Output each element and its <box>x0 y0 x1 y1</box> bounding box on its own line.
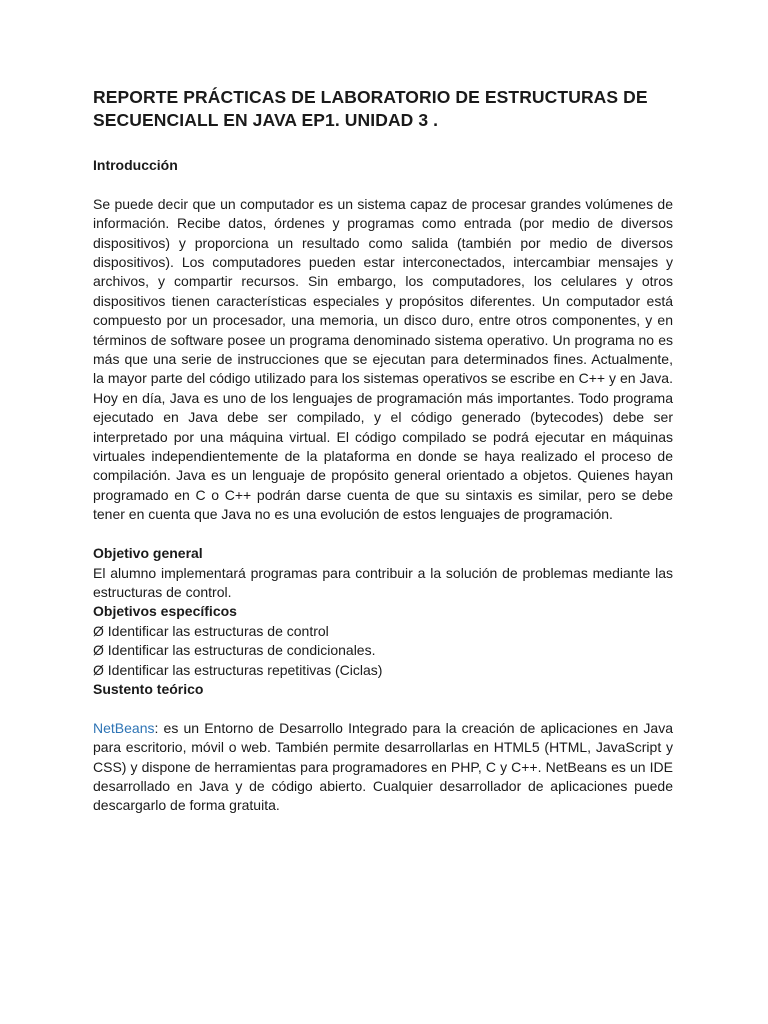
list-item: Ø Identificar las estructuras repetitivas (Ciclas) <box>93 661 383 678</box>
intro-heading: Introducción <box>93 157 178 173</box>
general-objective-heading: Objetivo general <box>93 545 203 562</box>
specific-objectives-list <box>93 622 673 680</box>
specific-objectives-heading: Objetivos específicos <box>93 603 237 620</box>
document-title: REPORTE PRÁCTICAS DE LABORATORIO DE ESTRUCTURAS DE SECUENCIALL EN JAVA EP1. UNIDAD 3 . <box>93 87 648 130</box>
theory-paragraph <box>93 719 673 816</box>
intro-paragraph: Se puede decir que un computador es un sistema capaz de procesar grandes volúmenes de información. Recibe datos, órdenes y programas como entrada (por medio de diversos dispositivos) y proporciona un resultado como salida (también por medio de diversos dispositivos). Los computadores pueden estar interconectados, intercambiar mensajes y archivos, y compartir recursos. Sin embargo, los computadores, los celulares y otros dispositivos tienen características especiales y propósitos diferentes. Un computador está compuesto por un procesador, una memoria, un disco duro, entre otros componentes, y en términos de software posee un programa denominado sistema operativo. Un programa no es más que una serie de instrucciones que se ejecutan para determinados fines. Actualmente, la mayor parte del código utilizado para los sistemas operativos se escribe en C++ y en Java. Hoy en día, Java es uno de los lenguajes de programación más importantes. Todo programa ejecutado en Java debe ser compilado, y el código generado (bytecodes) debe ser interpretado por una máquina virtual. El código compilado se podrá ejecutar en máquinas virtuales independientemente de la plataforma en donde se haya realizado el proceso de compilación. Java es un lenguaje de propósito general orientado a objetos. Quienes hayan programado en C o C++ podrán darse cuenta de que su sintaxis es similar, pero se debe tener en cuenta que Java no es una evolución de estos lenguajes de programación. <box>93 195 673 523</box>
document-page <box>93 86 673 816</box>
theory-text: : es un Entorno de Desarrollo Integrado para la creación de aplicaciones en Java para escritorio, móvil o web. También permite desarrollarlas en HTML5 (HTML, JavaScript y CSS) y dispone de herramientas para programadores en PHP, C y C++. NetBeans es un IDE desarrollado en Java y de código abierto. Cualquier desarrollador de aplicaciones puede descargarlo de forma gratuita. <box>93 719 673 814</box>
theory-heading: Sustento teórico <box>93 680 204 697</box>
netbeans-link[interactable]: NetBeans <box>93 719 155 736</box>
list-item: Ø Identificar las estructuras de control <box>93 622 329 639</box>
list-item: Ø Identificar las estructuras de condicionales. <box>93 642 376 659</box>
general-objective-paragraph: El alumno implementará programas para contribuir a la solución de problemas mediante las estructuras de control. <box>93 564 673 600</box>
